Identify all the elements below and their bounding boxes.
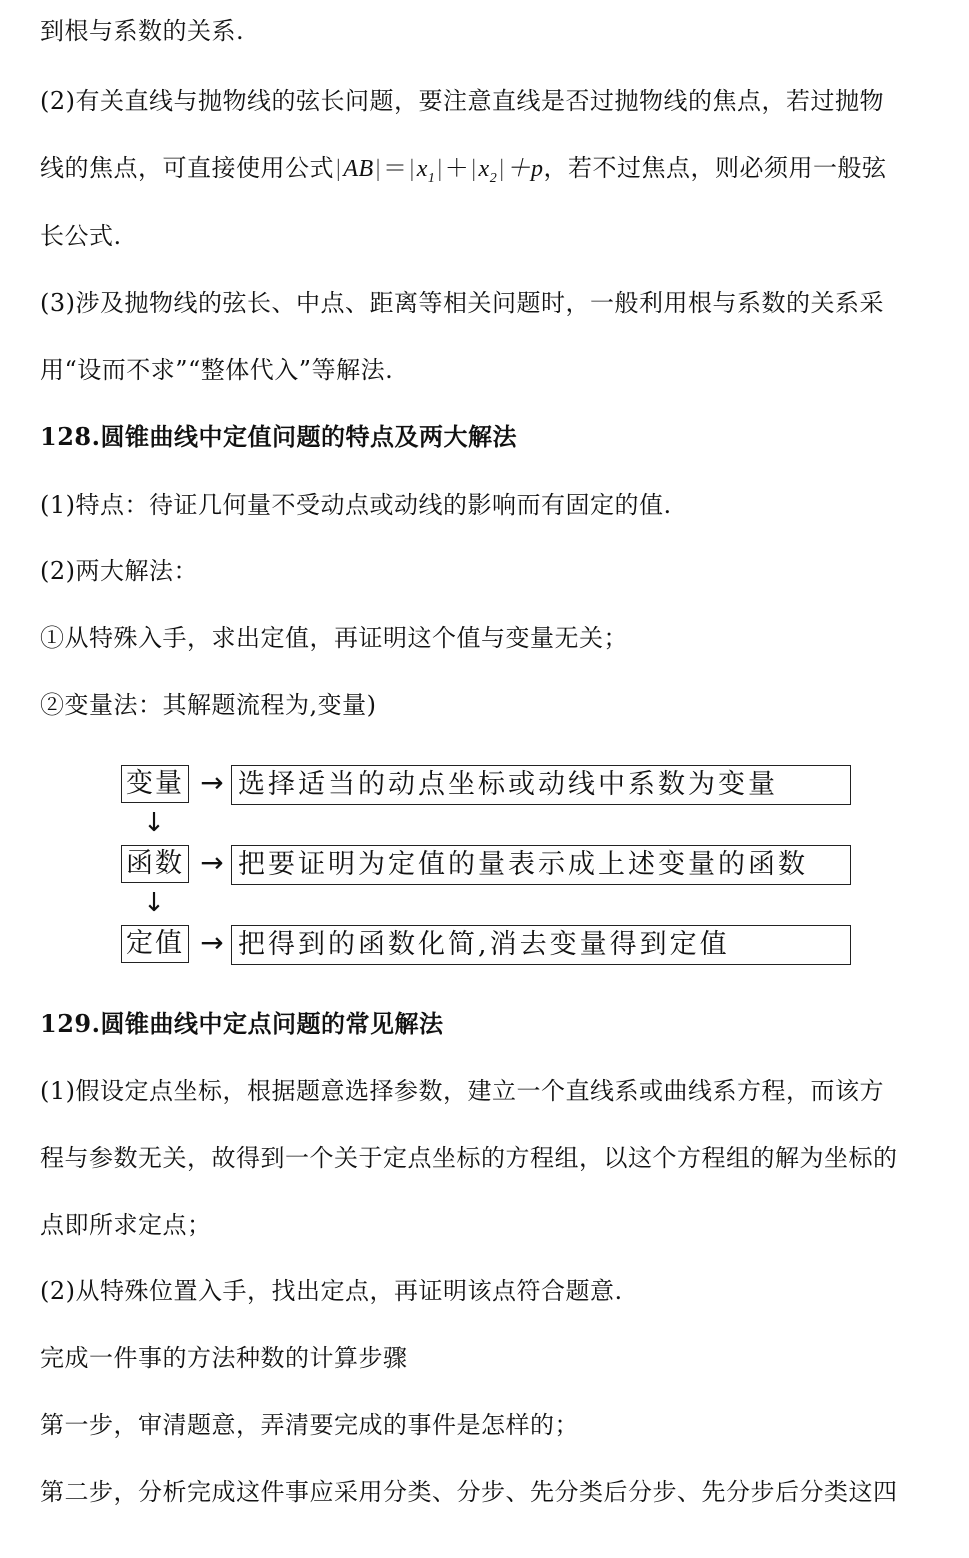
arrow-right-icon: → — [200, 926, 224, 959]
text-line-14: 程与参数无关，故得到一个关于定点坐标的方程组，以这个方程组的解为坐标的 — [40, 1144, 898, 1172]
text-line-8: (1)特点：待证几何量不受动点或动线的影响而有固定的值. — [40, 491, 672, 519]
text-line-17: 完成一件事的方法种数的计算步骤 — [40, 1344, 408, 1372]
section-heading-128: 128.圆锥曲线中定值问题的特点及两大解法 — [40, 422, 517, 451]
flow-step-function-label: 函数 — [121, 845, 189, 883]
text-line-11: ②变量法：其解题流程为,变量) — [40, 691, 377, 719]
text-line-2: (2)有关直线与抛物线的弦长问题，要注意直线是否过抛物线的焦点，若过抛物 — [40, 87, 884, 115]
text-line-1: 到根与系数的关系. — [40, 17, 245, 45]
chord-length-formula: $|AB|=|x_1|+|x_2|+p$ — [336, 156, 544, 186]
arrow-down-icon: ↓ — [143, 808, 165, 838]
arrow-right-icon: → — [200, 766, 224, 799]
section-heading-129: 129.圆锥曲线中定点问题的常见解法 — [40, 1009, 444, 1038]
text-line-3-pre: 线的焦点，可直接使用公式 — [40, 154, 334, 182]
text-line-13: (1)假设定点坐标，根据题意选择参数，建立一个直线系或曲线系方程，而该方 — [40, 1077, 884, 1105]
flow-step-constant-desc: 把得到的函数化简,消去变量得到定值 — [231, 925, 851, 965]
text-line-16: (2)从特殊位置入手，找出定点，再证明该点符合题意. — [40, 1277, 623, 1305]
flow-step-constant-label: 定值 — [121, 925, 189, 963]
flow-step-variable-desc: 选择适当的动点坐标或动线中系数为变量 — [231, 765, 851, 805]
text-line-4: 长公式. — [40, 222, 122, 250]
text-line-15: 点即所求定点； — [40, 1211, 212, 1239]
text-line-10: ①从特殊入手，求出定值，再证明这个值与变量无关； — [40, 624, 628, 652]
text-line-3-post: ，若不过焦点，则必须用一般弦 — [543, 154, 887, 182]
arrow-down-icon: ↓ — [143, 888, 165, 918]
flow-step-function-desc: 把要证明为定值的量表示成上述变量的函数 — [231, 845, 851, 885]
text-line-9: (2)两大解法： — [40, 557, 198, 585]
arrow-right-icon: → — [200, 846, 224, 879]
text-line-18: 第一步，审清题意，弄清要完成的事件是怎样的； — [40, 1411, 579, 1439]
text-line-6: 用“设而不求”“整体代入”等解法. — [40, 356, 394, 384]
text-line-5: (3)涉及抛物线的弦长、中点、距离等相关问题时，一般利用根与系数的关系采 — [40, 289, 884, 317]
text-line-3 — [40, 151, 933, 196]
text-line-19: 第二步，分析完成这件事应采用分类、分步、先分类后分步、先分步后分类这四 — [40, 1478, 898, 1506]
flow-step-variable-label: 变量 — [121, 765, 189, 803]
